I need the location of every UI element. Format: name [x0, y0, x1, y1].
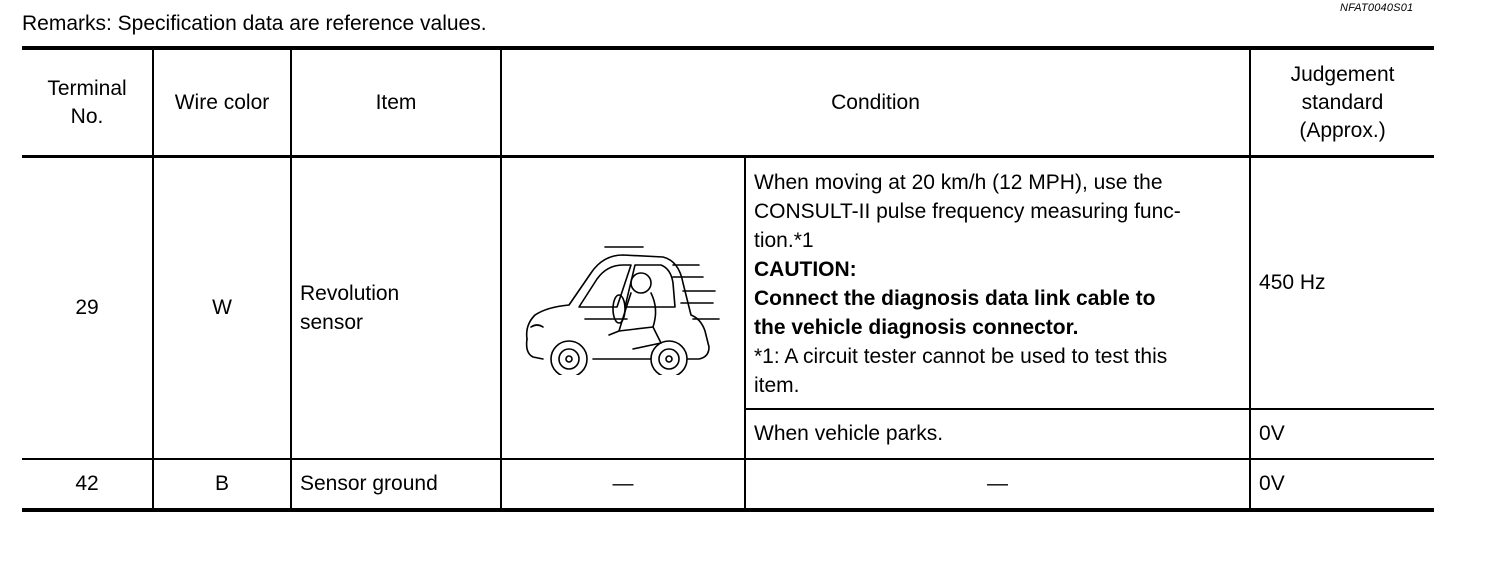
caution-title: CAUTION:: [754, 258, 857, 281]
item-cell: Sensor ground: [291, 459, 501, 510]
judgement-moving-cell: 450 Hz: [1250, 157, 1434, 410]
judgement-park-cell: 0V: [1250, 409, 1434, 459]
condition-illustration-cell: —: [501, 459, 745, 510]
condition-park-cell: When vehicle parks.: [745, 409, 1250, 459]
header-terminal: Terminal No.: [22, 48, 153, 157]
wire-color-cell: W: [153, 157, 291, 460]
condition-illustration-cell: [501, 157, 745, 460]
item-cell: Revolution sensor: [291, 157, 501, 460]
specification-table: [22, 46, 1434, 512]
header-row: [22, 48, 1434, 157]
header-item: Item: [291, 48, 501, 157]
header-condition: Condition: [501, 48, 1250, 157]
driving-car-icon: [523, 235, 723, 375]
condition-moving-cell: When moving at 20 km/h (12 MPH), use the CONSULT-II pulse frequency measuring func- tion.*1 CAUTION: Connect the diagnosis data link cable to the vehicle diagnosis connector. *1: A circuit tester cannot be used to test this item.: [745, 157, 1250, 410]
caution-text-line: the vehicle diagnosis connector.: [754, 316, 1079, 339]
caution-text-line: Connect the diagnosis data link cable to: [754, 287, 1156, 310]
document-code: NFAT0040S01: [1340, 2, 1414, 14]
remarks-text: Remarks: Specification data are reference values.: [22, 12, 487, 35]
terminal-cell: 42: [22, 459, 153, 510]
wire-color-cell: B: [153, 459, 291, 510]
condition-text-cell: —: [745, 459, 1250, 510]
judgement-cell: 0V: [1250, 459, 1434, 510]
table-row: [22, 459, 1434, 510]
header-wire-color: Wire color: [153, 48, 291, 157]
terminal-cell: 29: [22, 157, 153, 460]
table-row: [22, 157, 1434, 410]
header-judgement: Judgement standard (Approx.): [1250, 48, 1434, 157]
